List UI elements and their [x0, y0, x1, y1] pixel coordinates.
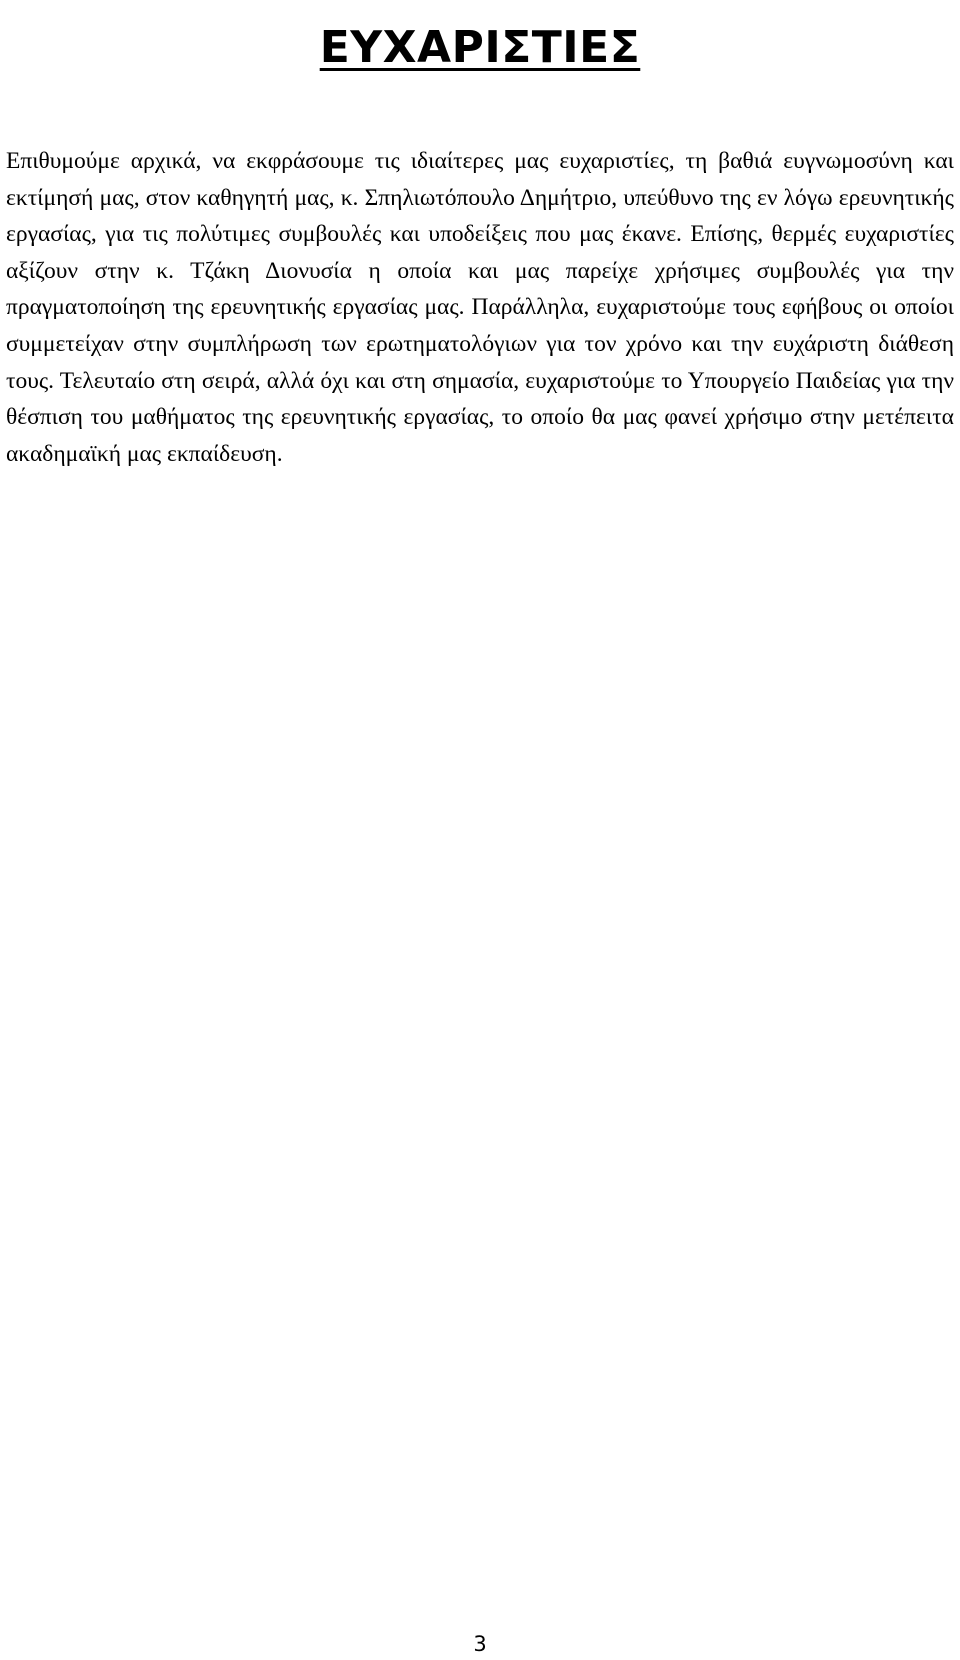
- page-title-text: ΕΥΧΑΡΙΣΤΙΕΣ: [319, 22, 641, 74]
- page-number: 3: [473, 1632, 487, 1656]
- acknowledgements-paragraph: Επιθυμούμε αρχικά, να εκφράσουμε τις ιδιαίτερες μας ευχαριστίες, τη βαθιά ευγνωμοσύνη και εκτίμησή μας, στον καθηγητή μας, κ. Σπηλιωτόπουλο Δημήτριο, υπεύθυνο της εν λόγω ερευνητικής εργασίας, για τις πολύτιμες συμβουλές και υποδείξεις που μας έκανε. Επίσης, θερμές ευχαριστίες αξίζουν στην κ. Τζάκη Διονυσία η οποία και μας παρείχε χρήσιμες συμβουλές για την πραγματοποίηση της ερευνητικής εργασίας μας. Παράλληλα, ευχαριστούμε τους εφήβους οι οποίοι συμμετείχαν στην συμπλήρωση των ερωτηματολόγιων για τον χρόνο και την ευχάριστη διάθεση τους. Τελευταίο στη σειρά, αλλά όχι και στη σημασία, ευχαριστούμε το Υπουργείο Παιδείας για την θέσπιση του μαθήματος της ερευνητικής εργασίας, το οποίο θα μας φανεί χρήσιμο στην μετέπειτα ακαδημαϊκή μας εκπαίδευση.: [6, 148, 954, 467]
- page-title: [0, 21, 960, 75]
